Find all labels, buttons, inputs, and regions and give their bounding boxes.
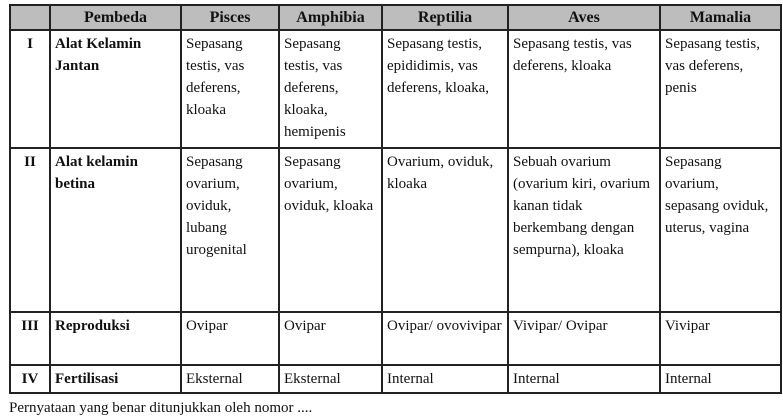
row-number: IV xyxy=(10,365,50,393)
comparison-table xyxy=(9,4,782,394)
cell-amphibia: Eksternal xyxy=(279,365,382,393)
cell-pisces: Eksternal xyxy=(181,365,279,393)
cell-amphibia: Sepasang ovarium, oviduk, kloaka xyxy=(279,148,382,312)
cell-aves: Sebuah ovarium (ovarium kiri, ovarium kanan tidak berkembang dengan sempurna), kloaka xyxy=(508,148,660,312)
row-label: Alat Kelamin Jantan xyxy=(50,30,181,148)
row-label: Fertilisasi xyxy=(50,365,181,393)
row-number: II xyxy=(10,148,50,312)
table-row xyxy=(10,30,781,148)
cell-amphibia: Sepasang testis, vas deferens, kloaka, hemipenis xyxy=(279,30,382,148)
cell-aves: Vivipar/ Ovipar xyxy=(508,312,660,365)
header-mamalia: Mamalia xyxy=(660,5,781,30)
header-amphibia: Amphibia xyxy=(279,5,382,30)
cell-aves: Sepasang testis, vas deferens, kloaka xyxy=(508,30,660,148)
cell-pisces: Sepasang testis, vas deferens, kloaka xyxy=(181,30,279,148)
cell-reptilia: Ovarium, oviduk, kloaka xyxy=(382,148,508,312)
cell-pisces: Sepasang ovarium, oviduk, lubang urogenital xyxy=(181,148,279,312)
cell-reptilia: Sepasang testis, epididimis, vas deferens, kloaka, xyxy=(382,30,508,148)
row-number: I xyxy=(10,30,50,148)
header-pembeda: Pembeda xyxy=(50,5,181,30)
cell-mamalia: Internal xyxy=(660,365,781,393)
table-row xyxy=(10,312,781,365)
table-header-row xyxy=(10,5,781,30)
header-number xyxy=(10,5,50,30)
cell-reptilia: Internal xyxy=(382,365,508,393)
cell-mamalia: Vivipar xyxy=(660,312,781,365)
table-row xyxy=(10,365,781,393)
header-pisces: Pisces xyxy=(181,5,279,30)
cell-reptilia: Ovipar/ ovovivipar xyxy=(382,312,508,365)
row-label: Alat kelamin betina xyxy=(50,148,181,312)
row-label: Reproduksi xyxy=(50,312,181,365)
question-prompt: Pernyataan yang benar ditunjukkan oleh nomor .... xyxy=(9,400,313,416)
row-number: III xyxy=(10,312,50,365)
table-row xyxy=(10,148,781,312)
cell-pisces: Ovipar xyxy=(181,312,279,365)
header-reptilia: Reptilia xyxy=(382,5,508,30)
cell-mamalia: Sepasang ovarium, sepasang oviduk, uterus, vagina xyxy=(660,148,781,312)
cell-amphibia: Ovipar xyxy=(279,312,382,365)
cell-aves: Internal xyxy=(508,365,660,393)
cell-mamalia: Sepasang testis, vas deferens, penis xyxy=(660,30,781,148)
header-aves: Aves xyxy=(508,5,660,30)
